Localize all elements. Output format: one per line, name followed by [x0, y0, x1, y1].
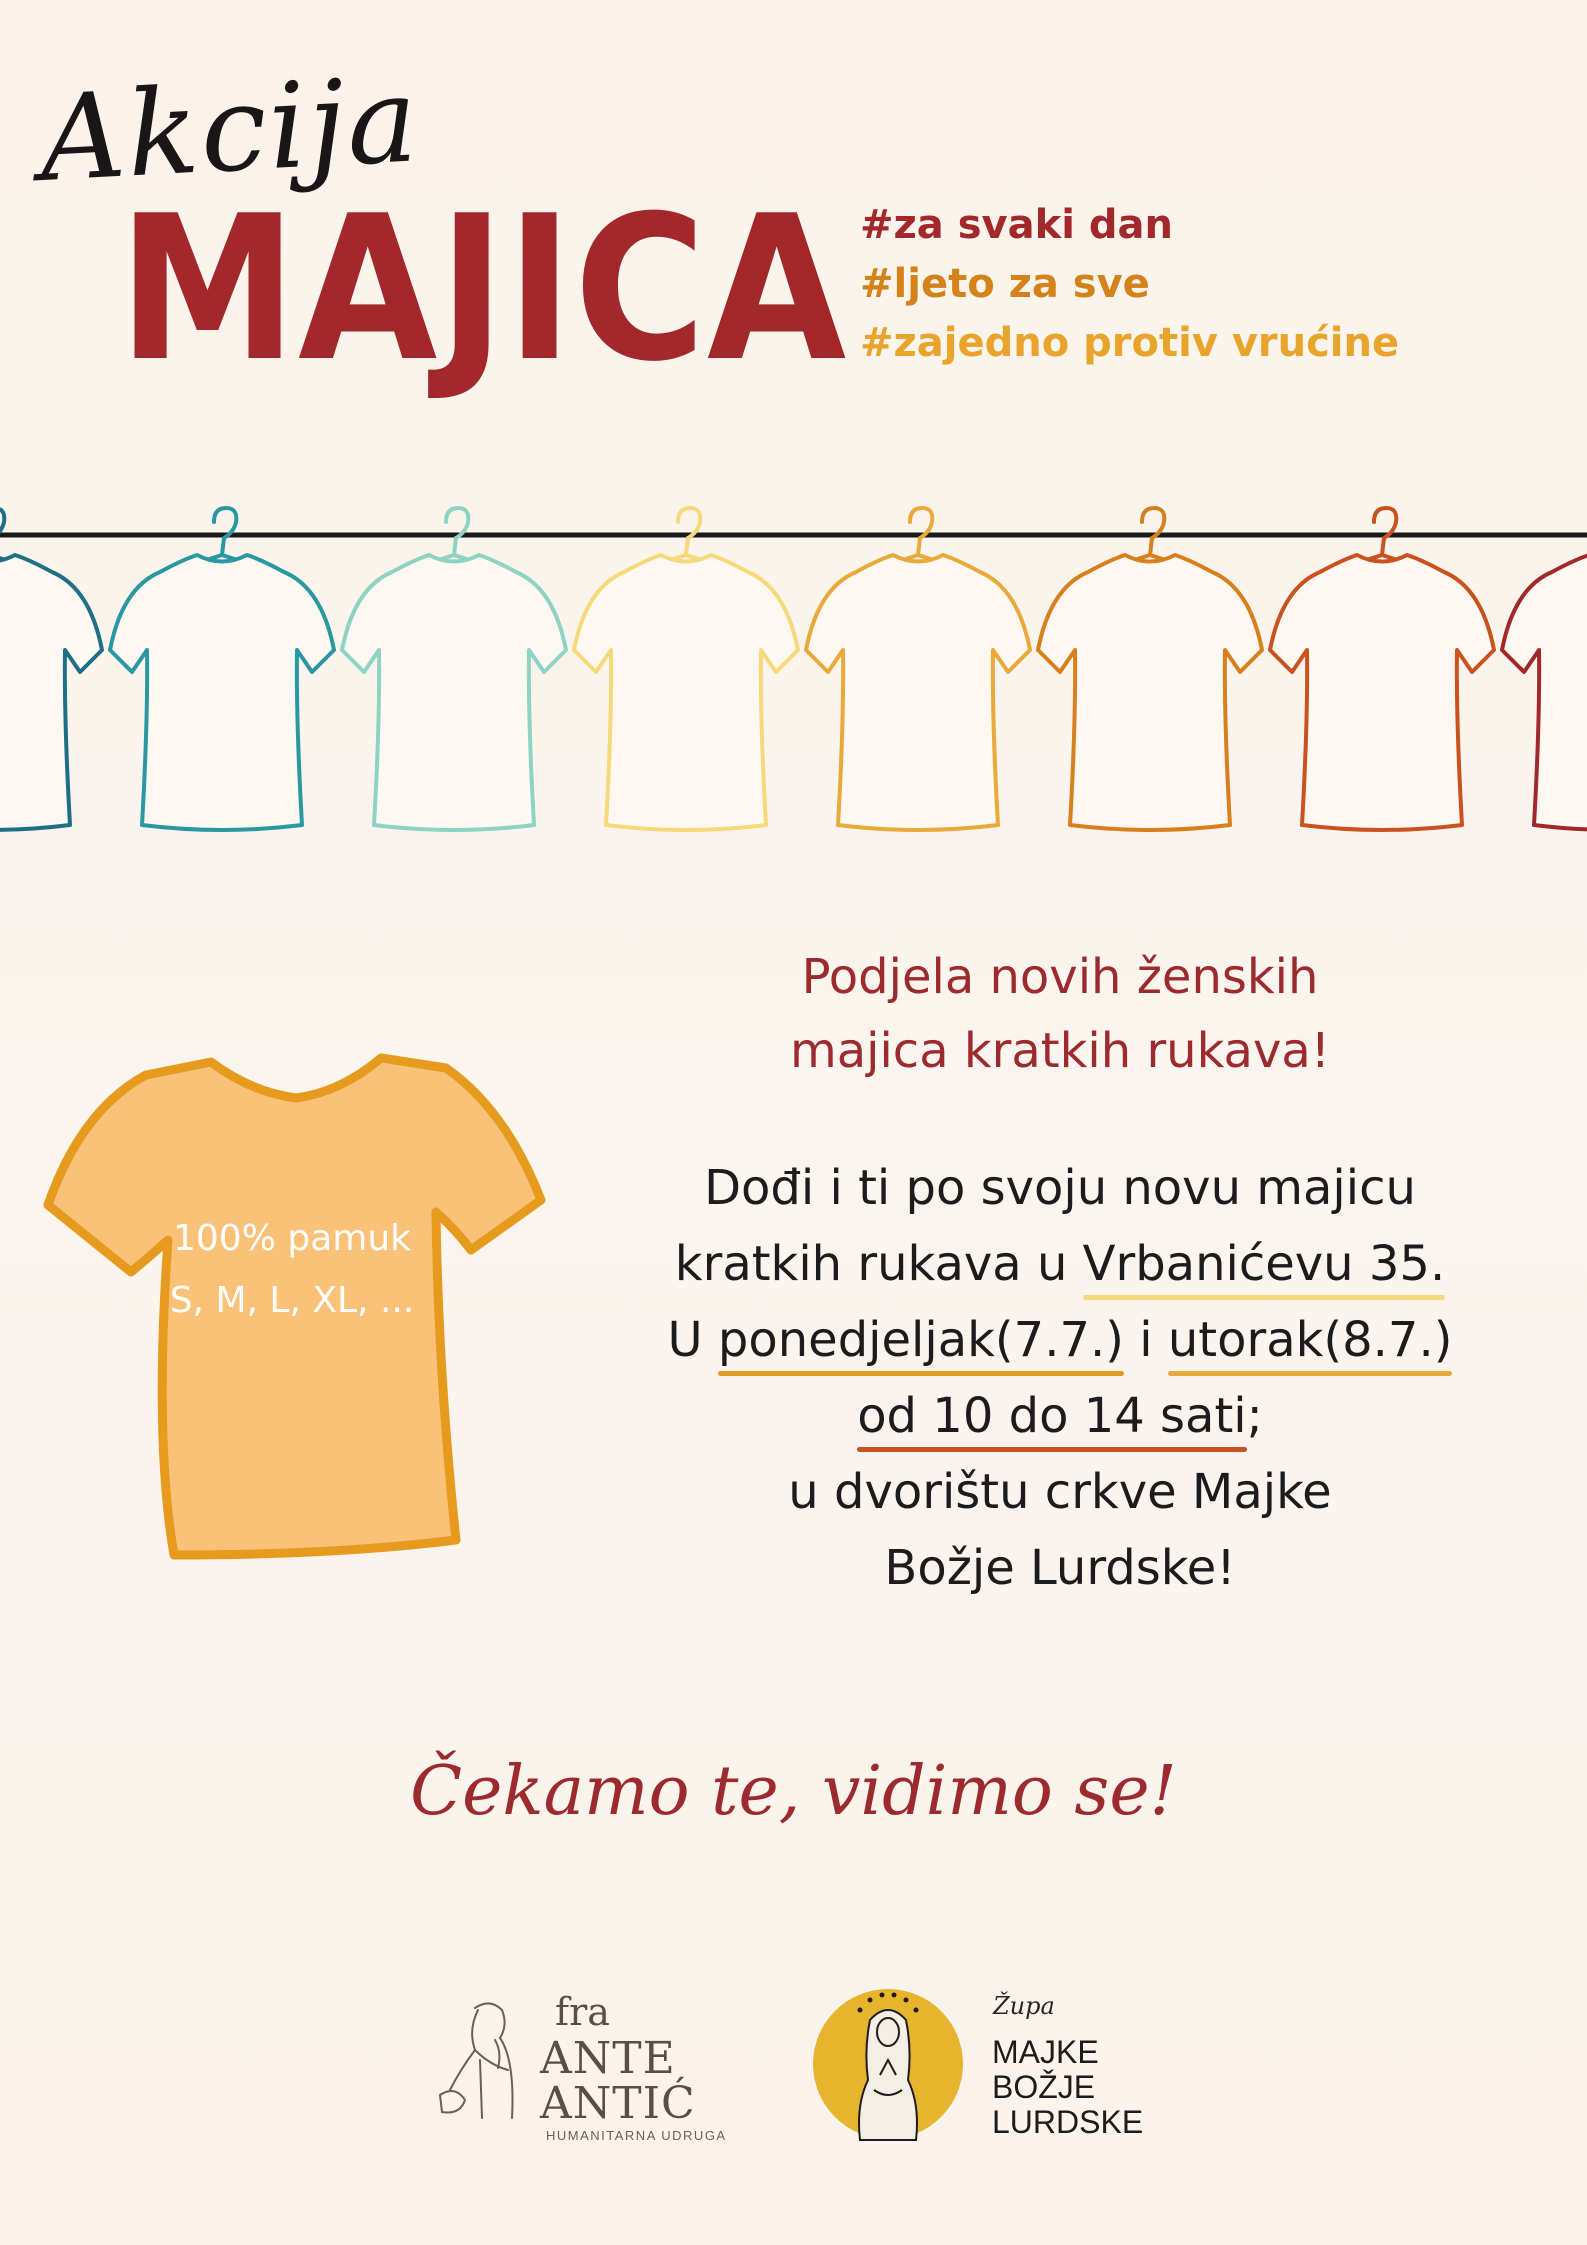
- hanging-shirt-icon: [806, 508, 1030, 830]
- closing-message: Čekamo te, vidimo se!: [410, 1752, 1177, 1831]
- time-highlight: od 10 do 14 sati: [857, 1378, 1246, 1454]
- headline: [560, 940, 1560, 1088]
- parish-line-bozje: BOŽJE: [992, 2069, 1096, 2105]
- parish-line-lurdske: LURDSKE: [992, 2104, 1144, 2140]
- info-line-3-mid: i: [1123, 1312, 1168, 1368]
- clothesline-illustration: [0, 500, 1587, 840]
- hanging-shirt-icon: [574, 508, 798, 830]
- info-line-5: u dvorištu crkve Majke: [788, 1464, 1332, 1520]
- sizes-label: S, M, L, XL, ...: [169, 1280, 415, 1321]
- hanging-shirt-icon: [1038, 508, 1262, 830]
- info-paragraph: [560, 1150, 1560, 1606]
- hanging-shirt-icon: [1270, 508, 1494, 830]
- info-line-6: Božje Lurdske!: [884, 1540, 1236, 1596]
- fabric-label: 100% pamuk: [172, 1218, 411, 1259]
- address-highlight: Vrbanićevu 35.: [1083, 1226, 1446, 1302]
- parish-emblem-icon: [808, 1980, 968, 2150]
- hashtag-ljeto-za-sve: #ljeto za sve: [860, 261, 1150, 307]
- majica-main-title: MAJICA: [118, 173, 848, 406]
- parish-line-majke: MAJKE: [992, 2034, 1099, 2070]
- info-line-4: [560, 1378, 1560, 1454]
- info-line-1: Dođi i ti po svoju novu majicu: [704, 1160, 1416, 1216]
- hanging-shirt-icon: [342, 508, 566, 830]
- logo-ante-surname: ANTIĆ: [540, 2078, 696, 2129]
- parish-zupa: Župa: [993, 1992, 1055, 2020]
- monday-highlight: ponedjeljak(7.7.): [718, 1302, 1124, 1378]
- hashtag-zajedno-protiv-vrucine: #zajedno protiv vrućine: [860, 320, 1400, 366]
- hanging-shirt-icon: [1502, 508, 1587, 830]
- logo-ante-fra: fra: [555, 1990, 610, 2034]
- akcija-script-title: Akcija: [36, 50, 423, 208]
- logo-ante-subtitle: HUMANITARNA UDRUGA: [546, 2128, 727, 2143]
- headline-line-2: majica kratkih rukava!: [789, 1023, 1331, 1079]
- hashtag-za-svaki-dan: #za svaki dan: [860, 202, 1173, 248]
- hanging-shirt-icon: [0, 508, 102, 830]
- hanging-shirt-icon: [110, 508, 334, 830]
- info-line-3-text: U: [667, 1312, 718, 1368]
- info-line-3: [560, 1302, 1560, 1378]
- tuesday-highlight: utorak(8.7.): [1168, 1302, 1453, 1378]
- logo-ante-name: ANTE: [540, 2033, 676, 2084]
- info-line-2-text: kratkih rukava u: [674, 1236, 1083, 1292]
- info-line-4-post: ;: [1246, 1388, 1263, 1444]
- headline-line-1: Podjela novih ženskih: [801, 949, 1319, 1005]
- info-line-2: [560, 1226, 1560, 1302]
